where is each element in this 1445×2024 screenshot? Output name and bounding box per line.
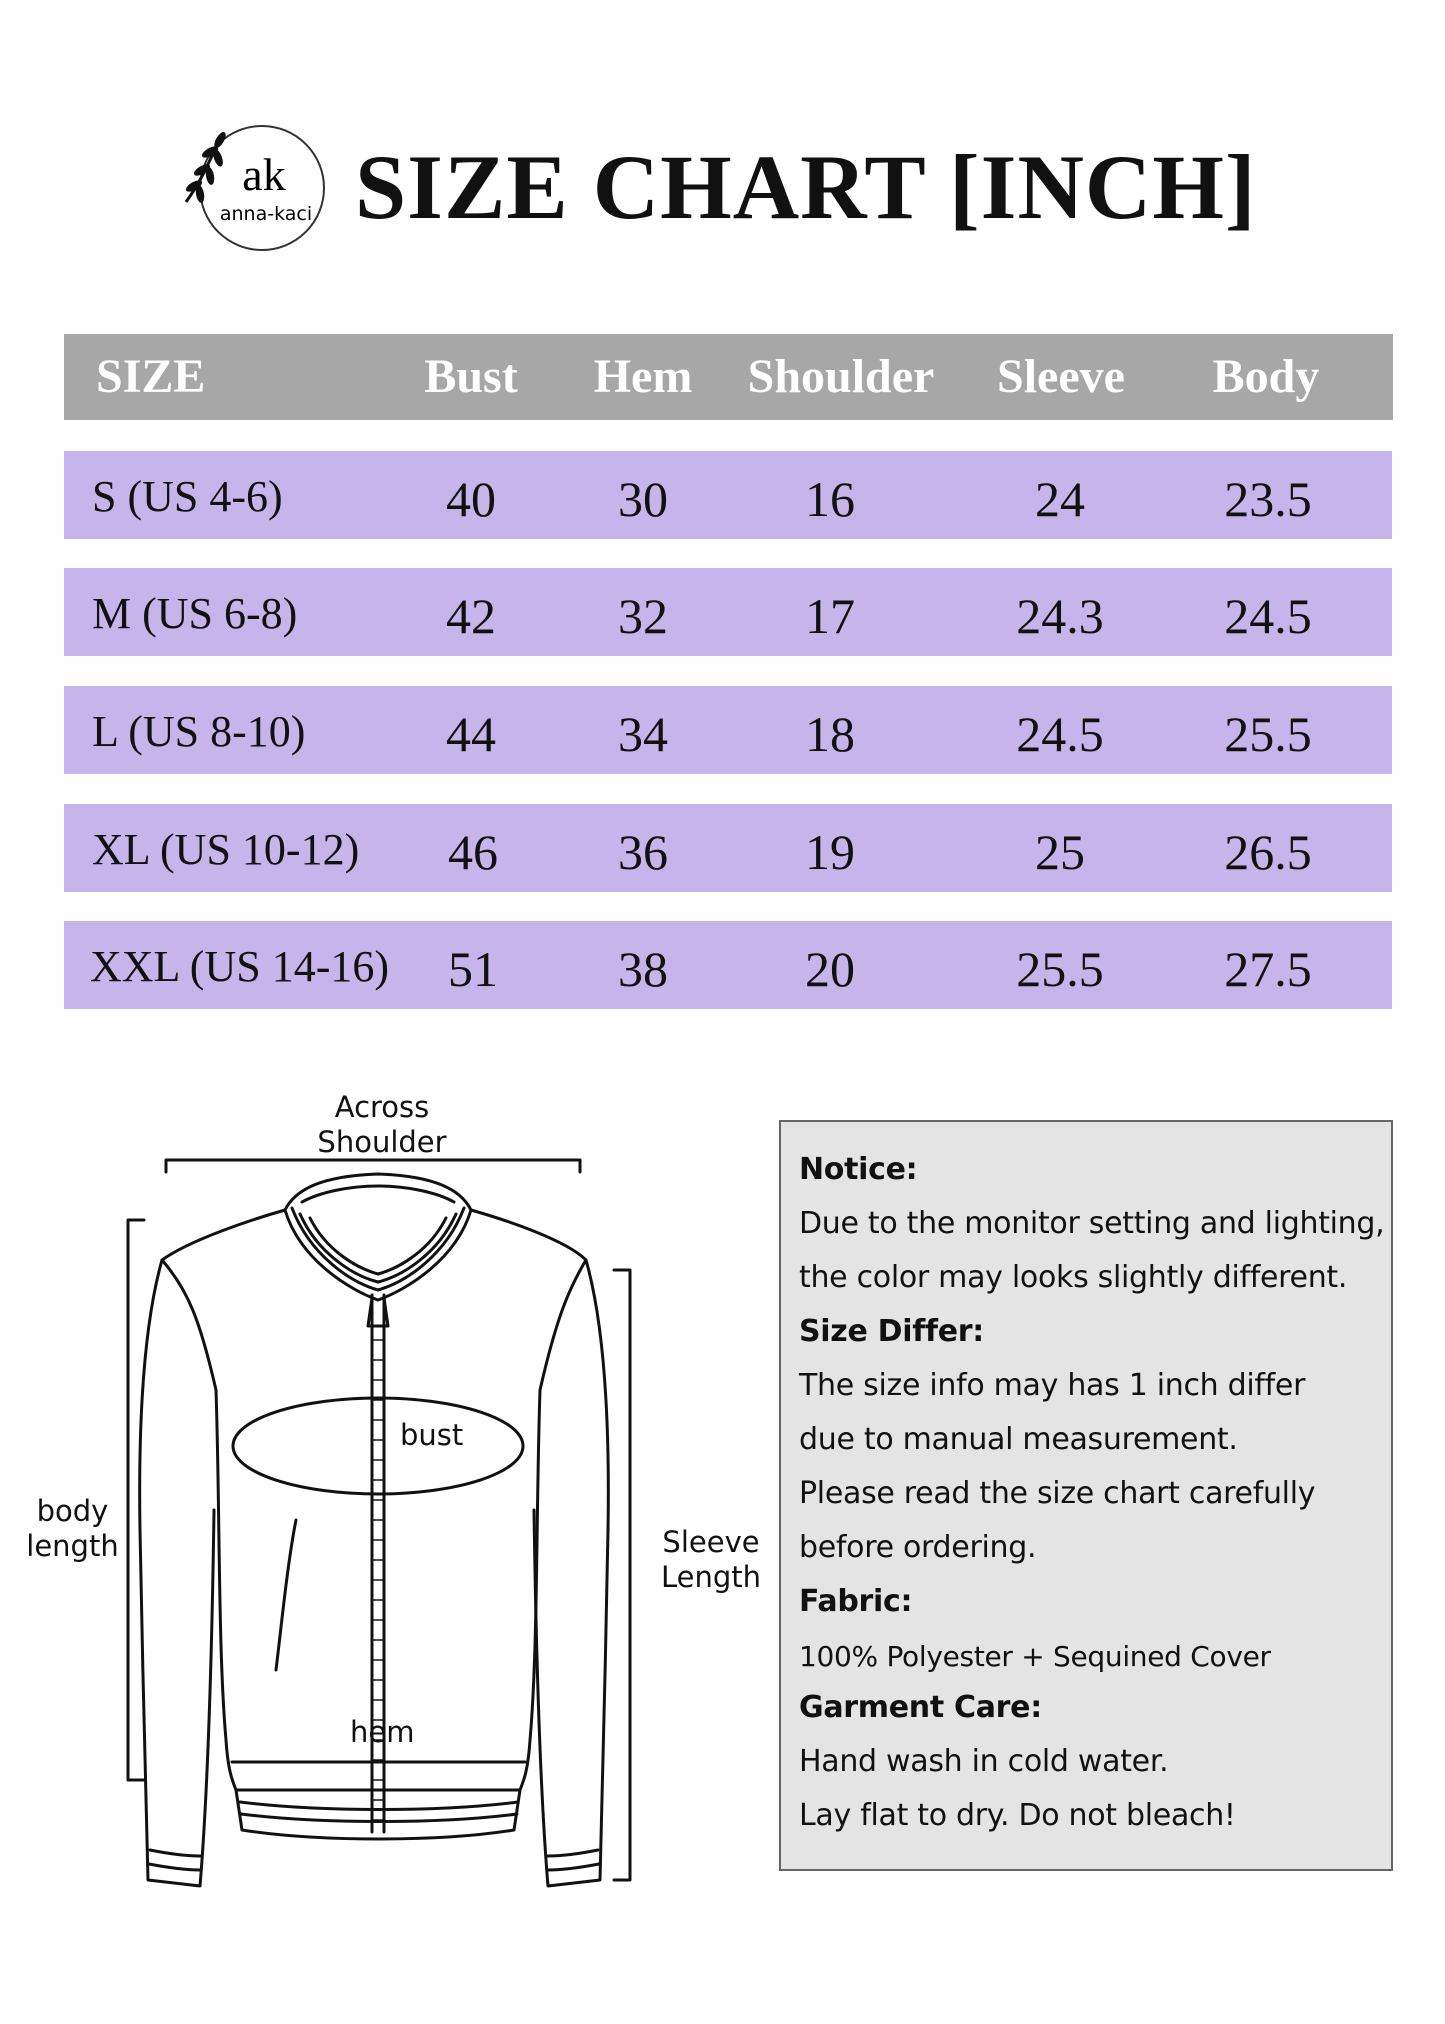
size-differ-text: due to manual measurement.	[799, 1422, 1238, 1457]
sleeve-cell: 25.5	[1016, 941, 1104, 997]
size-cell: S (US 4-6)	[92, 472, 283, 521]
shoulder-cell: 17	[805, 588, 855, 644]
sleeve-length-label	[642, 1525, 780, 1595]
hem-cell: 32	[618, 588, 668, 644]
col-header-hem: Hem	[593, 350, 693, 403]
size-cell: M (US 6-8)	[92, 589, 298, 638]
leaf-branch-icon	[184, 130, 228, 203]
table-header	[64, 334, 1393, 420]
garment-care-text: Hand wash in cold water.	[799, 1744, 1169, 1779]
body-cell: 23.5	[1224, 471, 1312, 527]
body-cell: 24.5	[1224, 588, 1312, 644]
body-cell: 25.5	[1224, 706, 1312, 762]
brand-name: anna-kaci	[219, 203, 313, 225]
fabric-text: 100% Polyester + Sequined Cover	[799, 1640, 1271, 1673]
across-shoulder-line-1: Across	[334, 1090, 430, 1124]
bust-cell: 44	[446, 706, 496, 762]
notice-text: Due to the monitor setting and lighting,	[799, 1206, 1385, 1241]
size-differ-text: Please read the size chart carefully	[799, 1476, 1316, 1511]
table-row	[64, 804, 1392, 892]
jacket-diagram	[20, 1090, 780, 1920]
size-differ-heading: Size Differ:	[799, 1314, 984, 1349]
body-cell: 27.5	[1224, 941, 1312, 997]
bust-label: bust	[400, 1418, 464, 1452]
hem-cell: 30	[618, 471, 668, 527]
notice-text: the color may looks slightly different.	[799, 1260, 1348, 1295]
fabric-heading: Fabric:	[799, 1584, 913, 1619]
hem-cell: 34	[618, 706, 668, 762]
col-header-size: SIZE	[96, 350, 206, 403]
size-cell: XXL (US 14-16)	[90, 942, 389, 991]
garment-care-text: Lay flat to dry. Do not bleach!	[799, 1798, 1236, 1833]
shoulder-cell: 16	[805, 471, 855, 527]
notice-box	[779, 1120, 1393, 1871]
hem-cell: 36	[618, 824, 668, 880]
hem-cell: 38	[618, 941, 668, 997]
col-header-bust: Bust	[424, 350, 518, 403]
sleeve-cell: 24.3	[1016, 588, 1104, 644]
body-length-label	[20, 1494, 125, 1564]
size-differ-text: before ordering.	[799, 1530, 1037, 1565]
table-row	[64, 921, 1392, 1009]
table-row	[64, 451, 1392, 539]
page-title: SIZE CHART [INCH]	[355, 136, 1257, 238]
jacket-illustration	[20, 1090, 780, 1920]
table-row	[64, 686, 1392, 774]
size-cell: L (US 8-10)	[92, 707, 306, 756]
sleeve-cell: 24	[1035, 471, 1085, 527]
bust-cell: 40	[446, 471, 496, 527]
shoulder-cell: 18	[805, 706, 855, 762]
body-length-line-1: body	[36, 1494, 109, 1528]
across-shoulder-line-2: Shoulder	[317, 1125, 447, 1159]
sleeve-length-line-1: Sleeve	[662, 1525, 760, 1559]
bust-cell: 46	[448, 824, 498, 880]
table-row	[64, 568, 1392, 656]
col-header-body: Body	[1212, 350, 1320, 403]
sleeve-cell: 24.5	[1016, 706, 1104, 762]
body-cell: 26.5	[1224, 824, 1312, 880]
size-differ-text: The size info may has 1 inch differ	[799, 1368, 1306, 1403]
body-length-line-2: length	[26, 1529, 119, 1563]
size-cell: XL (US 10-12)	[92, 825, 360, 874]
brand-logo	[180, 120, 330, 255]
garment-care-heading: Garment Care:	[799, 1690, 1042, 1725]
shoulder-cell: 19	[805, 824, 855, 880]
across-shoulder-label	[282, 1090, 482, 1160]
header	[180, 118, 1300, 268]
bust-cell: 51	[448, 941, 498, 997]
sleeve-cell: 25	[1035, 824, 1085, 880]
sleeve-length-line-2: Length	[660, 1560, 762, 1594]
brand-monogram: ak	[242, 149, 286, 200]
col-header-shoulder: Shoulder	[747, 350, 935, 403]
bust-cell: 42	[446, 588, 496, 644]
col-header-sleeve: Sleeve	[997, 350, 1125, 403]
notice-heading: Notice:	[799, 1152, 918, 1187]
hem-label: hem	[350, 1715, 415, 1749]
shoulder-cell: 20	[805, 941, 855, 997]
